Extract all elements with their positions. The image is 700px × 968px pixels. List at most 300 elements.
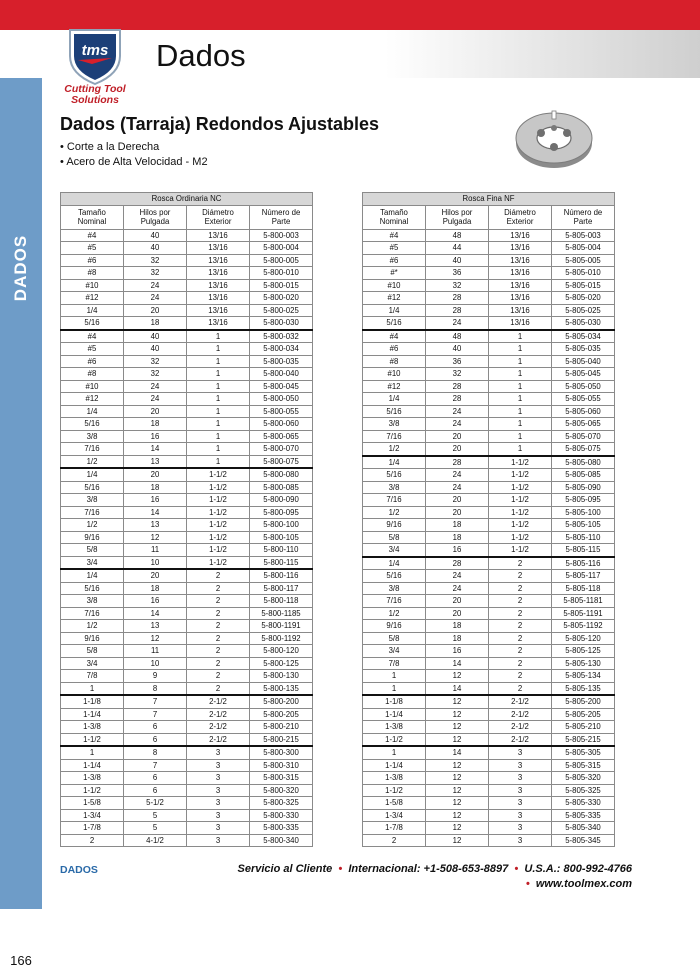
table-cell: 5-800-205 (250, 708, 313, 721)
table-cell: 2-1/2 (187, 733, 250, 746)
table-cell: #4 (363, 229, 426, 242)
table-row (363, 418, 615, 431)
table-cell: 1 (489, 343, 552, 356)
table-cell: 5-805-025 (552, 304, 615, 317)
table-cell: 2 (187, 657, 250, 670)
table-row (61, 772, 313, 785)
table-cell: 48 (426, 229, 489, 242)
table-row (61, 657, 313, 670)
table-cell: 3/8 (363, 418, 426, 431)
table-row (61, 556, 313, 569)
table-cell: 1 (489, 393, 552, 406)
table-cell: 3 (187, 822, 250, 835)
table-cell: 5-800-003 (250, 229, 313, 242)
table-cell: 16 (426, 645, 489, 658)
footer-intl-phone: Internacional: +1-508-653-8897 (348, 863, 509, 875)
table-cell: 12 (124, 531, 187, 544)
table-cell: 18 (124, 317, 187, 330)
table-row (363, 544, 615, 557)
table-cell: 36 (426, 355, 489, 368)
column-header: Número de Parte (552, 205, 615, 229)
table-cell: #5 (61, 343, 124, 356)
table-cell: 16 (124, 430, 187, 443)
table-cell: 1 (489, 443, 552, 456)
table-cell: #5 (363, 242, 426, 255)
table-cell: 18 (426, 620, 489, 633)
logo-text: tms (81, 42, 109, 59)
table-row (61, 582, 313, 595)
table-cell: 16 (124, 494, 187, 507)
table-cell: 20 (426, 506, 489, 519)
table-cell: 2 (363, 834, 426, 847)
table-cell: 24 (124, 279, 187, 292)
column-header: Tamaño Nominal (61, 205, 124, 229)
table-cell: 2 (489, 570, 552, 583)
table-cell: 9/16 (363, 620, 426, 633)
table-row (363, 772, 615, 785)
table-cell: 6 (124, 733, 187, 746)
table-row (363, 254, 615, 267)
table-cell: 5-805-045 (552, 368, 615, 381)
table-cell: 5-800-315 (250, 772, 313, 785)
table-cell: 24 (426, 469, 489, 482)
table-cell: 5-805-005 (552, 254, 615, 267)
nc-thread-table (60, 192, 313, 847)
table-cell: 5-800-030 (250, 317, 313, 330)
table-cell: 5-805-105 (552, 519, 615, 532)
table-cell: 1-5/8 (363, 797, 426, 810)
table-cell: 1-1/2 (187, 494, 250, 507)
table-cell: 2 (489, 595, 552, 608)
table-row (61, 544, 313, 557)
table-cell: 12 (426, 695, 489, 708)
table-cell: 11 (124, 544, 187, 557)
table-cell: 3 (489, 772, 552, 785)
table-cell: 1 (187, 443, 250, 456)
table-row (363, 620, 615, 633)
table-cell: 20 (426, 607, 489, 620)
table-cell: 1/2 (61, 455, 124, 468)
table-cell: 5-805-118 (552, 582, 615, 595)
table-cell: 1/4 (363, 304, 426, 317)
table-cell: 5-800-035 (250, 355, 313, 368)
table-cell: 13/16 (187, 267, 250, 280)
table-row (363, 531, 615, 544)
table-cell: 1 (187, 368, 250, 381)
table-cell: 5-805-090 (552, 481, 615, 494)
column-header: Tamaño Nominal (363, 205, 426, 229)
table-cell: 18 (124, 481, 187, 494)
footer-website-link[interactable]: www.toolmex.com (535, 878, 632, 890)
table-cell: 5/8 (363, 531, 426, 544)
table-cell: 1/2 (363, 443, 426, 456)
table-cell: #12 (61, 393, 124, 406)
table-cell: 3/8 (61, 494, 124, 507)
table-cell: 1-1/2 (489, 456, 552, 469)
table-caption: Rosca Fina NF (363, 193, 615, 206)
table-cell: 12 (426, 670, 489, 683)
footer-section-label: DADOS (60, 864, 98, 876)
footer-service: Servicio al Cliente (237, 863, 333, 875)
table-cell: 24 (124, 380, 187, 393)
table-cell: 5-805-004 (552, 242, 615, 255)
table-row (363, 708, 615, 721)
table-cell: #4 (61, 229, 124, 242)
table-cell: 2-1/2 (489, 721, 552, 734)
table-cell: 1-3/4 (363, 809, 426, 822)
footer-separator: • (525, 878, 530, 890)
table-cell: 5-800-1191 (250, 620, 313, 633)
feature-list (60, 140, 208, 170)
table-cell: 5-805-030 (552, 317, 615, 330)
table-cell: 5-805-020 (552, 292, 615, 305)
table-cell: 5-805-070 (552, 430, 615, 443)
table-cell: 20 (426, 443, 489, 456)
table-row (363, 506, 615, 519)
table-cell: 18 (426, 531, 489, 544)
table-row (363, 304, 615, 317)
table-cell: 5-800-075 (250, 455, 313, 468)
table-cell: 14 (124, 443, 187, 456)
table-row (363, 405, 615, 418)
table-row (363, 733, 615, 746)
table-cell: #12 (363, 380, 426, 393)
table-cell: 3 (187, 834, 250, 847)
table-cell: 24 (426, 570, 489, 583)
table-cell: 1-1/2 (187, 556, 250, 569)
table-cell: #6 (61, 254, 124, 267)
table-cell: 1 (187, 343, 250, 356)
table-cell: 14 (426, 682, 489, 695)
table-cell: 7 (124, 708, 187, 721)
table-row (61, 494, 313, 507)
table-cell: 5-800-200 (250, 695, 313, 708)
table-cell: 20 (426, 595, 489, 608)
table-cell: 5-800-095 (250, 506, 313, 519)
table-row (61, 468, 313, 481)
table-cell: #5 (61, 242, 124, 255)
table-cell: 5-805-115 (552, 544, 615, 557)
table-cell: 12 (426, 834, 489, 847)
table-cell: 1 (187, 455, 250, 468)
table-cell: 3 (187, 746, 250, 759)
table-cell: 32 (124, 368, 187, 381)
table-row (61, 229, 313, 242)
table-cell: 1-1/4 (61, 708, 124, 721)
table-cell: 5-800-120 (250, 645, 313, 658)
table-row (61, 607, 313, 620)
table-cell: 2 (187, 595, 250, 608)
table-cell: 24 (426, 481, 489, 494)
table-cell: 40 (426, 343, 489, 356)
table-row (61, 481, 313, 494)
table-cell: #6 (61, 355, 124, 368)
table-cell: 1 (187, 380, 250, 393)
table-cell: 5/16 (61, 582, 124, 595)
table-cell: 13/16 (489, 229, 552, 242)
table-cell: 3 (187, 784, 250, 797)
table-cell: 1-1/2 (489, 531, 552, 544)
table-cell: 1-1/4 (61, 759, 124, 772)
table-cell: 5-805-345 (552, 834, 615, 847)
table-row (61, 292, 313, 305)
table-cell: 1-1/2 (363, 784, 426, 797)
table-cell: 5/8 (363, 632, 426, 645)
table-cell: 1/2 (61, 620, 124, 633)
table-cell: 1-1/2 (489, 481, 552, 494)
table-cell: 9/16 (61, 632, 124, 645)
table-cell: 1-3/8 (61, 772, 124, 785)
table-cell: 5-805-134 (552, 670, 615, 683)
table-cell: 5-805-320 (552, 772, 615, 785)
table-cell: 3 (187, 772, 250, 785)
table-cell: 32 (124, 355, 187, 368)
table-cell: 1-1/2 (61, 733, 124, 746)
column-header: Hilos por Pulgada (426, 205, 489, 229)
table-row (363, 368, 615, 381)
table-cell: 18 (124, 418, 187, 431)
table-cell: 1-3/8 (363, 721, 426, 734)
table-cell: 2 (187, 670, 250, 683)
table-row (61, 595, 313, 608)
table-cell: 3 (489, 797, 552, 810)
table-cell: 3 (187, 759, 250, 772)
table-cell: 13/16 (187, 229, 250, 242)
table-cell: 1-1/4 (363, 708, 426, 721)
table-cell: 1-1/2 (187, 468, 250, 481)
table-row (61, 304, 313, 317)
table-cell: 5-805-065 (552, 418, 615, 431)
table-row (61, 330, 313, 343)
table-cell: 5-805-003 (552, 229, 615, 242)
table-row (61, 368, 313, 381)
table-cell: 2 (489, 645, 552, 658)
table-cell: 3/8 (61, 430, 124, 443)
table-cell: 5-800-210 (250, 721, 313, 734)
table-cell: 5/16 (363, 570, 426, 583)
table-cell: 2-1/2 (489, 695, 552, 708)
table-cell: #8 (61, 368, 124, 381)
table-cell: 28 (426, 380, 489, 393)
table-cell: 40 (124, 343, 187, 356)
table-cell: #4 (61, 330, 124, 343)
table-cell: 28 (426, 393, 489, 406)
table-cell: 5-800-100 (250, 519, 313, 532)
table-cell: 5-805-340 (552, 822, 615, 835)
table-cell: 14 (124, 607, 187, 620)
table-cell: 12 (426, 721, 489, 734)
table-cell: 5-800-325 (250, 797, 313, 810)
table-cell: 5-805-095 (552, 494, 615, 507)
table-row (61, 670, 313, 683)
table-cell: 2 (187, 620, 250, 633)
table-row (363, 570, 615, 583)
table-cell: 24 (426, 418, 489, 431)
table-cell: 5-805-335 (552, 809, 615, 822)
table-cell: 5-805-125 (552, 645, 615, 658)
table-row (61, 443, 313, 456)
table-cell: 5-805-085 (552, 469, 615, 482)
table-row (61, 620, 313, 633)
table-cell: 1/4 (363, 393, 426, 406)
table-cell: 1-1/4 (363, 759, 426, 772)
table-cell: 13 (124, 455, 187, 468)
table-cell: 1 (363, 746, 426, 759)
table-row (61, 279, 313, 292)
table-row (61, 632, 313, 645)
table-cell: 12 (426, 784, 489, 797)
table-cell: 5 (124, 809, 187, 822)
table-cell: 5-805-120 (552, 632, 615, 645)
table-cell: 13/16 (187, 242, 250, 255)
table-row (363, 607, 615, 620)
page-number: 166 (10, 953, 32, 968)
table-cell: 13/16 (489, 317, 552, 330)
table-cell: 1 (363, 670, 426, 683)
table-cell: 3/4 (61, 556, 124, 569)
footer-usa-phone: U.S.A.: 800-992-4766 (524, 863, 632, 875)
table-cell: 5-800-340 (250, 834, 313, 847)
table-cell: 7/16 (61, 607, 124, 620)
table-cell: 5-800-110 (250, 544, 313, 557)
table-row (363, 430, 615, 443)
table-cell: 13/16 (489, 254, 552, 267)
table-cell: 1/4 (61, 304, 124, 317)
table-cell: #12 (363, 292, 426, 305)
table-cell: 20 (124, 405, 187, 418)
table-cell: 5-800-020 (250, 292, 313, 305)
table-cell: 11 (124, 645, 187, 658)
table-cell: 5-800-335 (250, 822, 313, 835)
table-cell: 1 (489, 418, 552, 431)
product-title: Dados (Tarraja) Redondos Ajustables (60, 114, 380, 134)
table-row (363, 784, 615, 797)
table-cell: 1 (489, 355, 552, 368)
table-cell: 5-805-135 (552, 682, 615, 695)
table-cell: 8 (124, 746, 187, 759)
table-cell: 5-800-215 (250, 733, 313, 746)
table-cell: 24 (426, 405, 489, 418)
table-cell: 3 (489, 834, 552, 847)
table-cell: #* (363, 267, 426, 280)
table-cell: 5/16 (61, 317, 124, 330)
table-cell: 5-800-050 (250, 393, 313, 406)
table-cell: 5-805-200 (552, 695, 615, 708)
table-cell: 12 (426, 759, 489, 772)
table-cell: 1-7/8 (61, 822, 124, 835)
table-cell: 3 (489, 809, 552, 822)
table-row (363, 242, 615, 255)
table-cell: 5/8 (61, 544, 124, 557)
table-cell: 9/16 (363, 519, 426, 532)
table-cell: 14 (426, 657, 489, 670)
table-row (363, 670, 615, 683)
table-cell: 1-1/2 (489, 544, 552, 557)
table-cell: 1/4 (363, 456, 426, 469)
table-cell: 1 (187, 330, 250, 343)
table-cell: 40 (124, 330, 187, 343)
table-cell: 13/16 (187, 279, 250, 292)
table-cell: 1-1/2 (187, 519, 250, 532)
table-cell: 2 (187, 607, 250, 620)
table-cell: 5-800-080 (250, 468, 313, 481)
table-cell: 13/16 (187, 304, 250, 317)
tagline-line2: Solutions (71, 94, 119, 106)
table-cell: 9 (124, 670, 187, 683)
table-row (61, 682, 313, 695)
table-cell: 5-805-210 (552, 721, 615, 734)
table-row (363, 759, 615, 772)
table-cell: 5-800-118 (250, 595, 313, 608)
table-cell: 1-1/8 (363, 695, 426, 708)
table-row (363, 229, 615, 242)
table-cell: 2 (187, 632, 250, 645)
table-cell: 13 (124, 620, 187, 633)
table-cell: 1/2 (363, 506, 426, 519)
table-cell: 5-805-110 (552, 531, 615, 544)
table-cell: 9/16 (61, 531, 124, 544)
table-row (61, 822, 313, 835)
table-cell: 6 (124, 772, 187, 785)
table-cell: 13/16 (187, 292, 250, 305)
table-cell: 6 (124, 784, 187, 797)
table-cell: 2-1/2 (489, 733, 552, 746)
table-cell: 1-3/8 (363, 772, 426, 785)
table-cell: 20 (124, 468, 187, 481)
table-cell: 5-800-135 (250, 682, 313, 695)
table-cell: 16 (426, 544, 489, 557)
column-header: Número de Parte (250, 205, 313, 229)
table-cell: 5-805-075 (552, 443, 615, 456)
table-cell: #8 (363, 355, 426, 368)
table-cell: 32 (124, 267, 187, 280)
table-cell: 1-5/8 (61, 797, 124, 810)
table-row (61, 242, 313, 255)
table-cell: 10 (124, 657, 187, 670)
table-cell: #10 (61, 279, 124, 292)
table-cell: 5-800-015 (250, 279, 313, 292)
table-cell: #10 (363, 279, 426, 292)
table-cell: 1 (61, 682, 124, 695)
table-cell: 12 (426, 708, 489, 721)
table-row (363, 267, 615, 280)
table-cell: 5/16 (61, 418, 124, 431)
table-cell: 4-1/2 (124, 834, 187, 847)
table-cell: 3/8 (363, 582, 426, 595)
footer-separator: • (514, 863, 519, 875)
column-header: Hilos por Pulgada (124, 205, 187, 229)
table-row (363, 822, 615, 835)
table-row (363, 657, 615, 670)
table-cell: 5 (124, 822, 187, 835)
table-cell: 2-1/2 (187, 708, 250, 721)
table-cell: 5-805-116 (552, 557, 615, 570)
table-cell: 1-1/2 (187, 531, 250, 544)
table-row (61, 531, 313, 544)
table-cell: 1-1/2 (187, 506, 250, 519)
table-cell: 2 (489, 607, 552, 620)
table-cell: 5-800-105 (250, 531, 313, 544)
table-cell: 13/16 (489, 242, 552, 255)
table-cell: 24 (124, 292, 187, 305)
table-cell: 12 (426, 772, 489, 785)
table-cell: 1 (489, 330, 552, 343)
round-die-illustration (508, 106, 598, 172)
table-row (363, 343, 615, 356)
table-cell: #8 (61, 267, 124, 280)
table-cell: 5-805-034 (552, 330, 615, 343)
table-cell: #10 (363, 368, 426, 381)
